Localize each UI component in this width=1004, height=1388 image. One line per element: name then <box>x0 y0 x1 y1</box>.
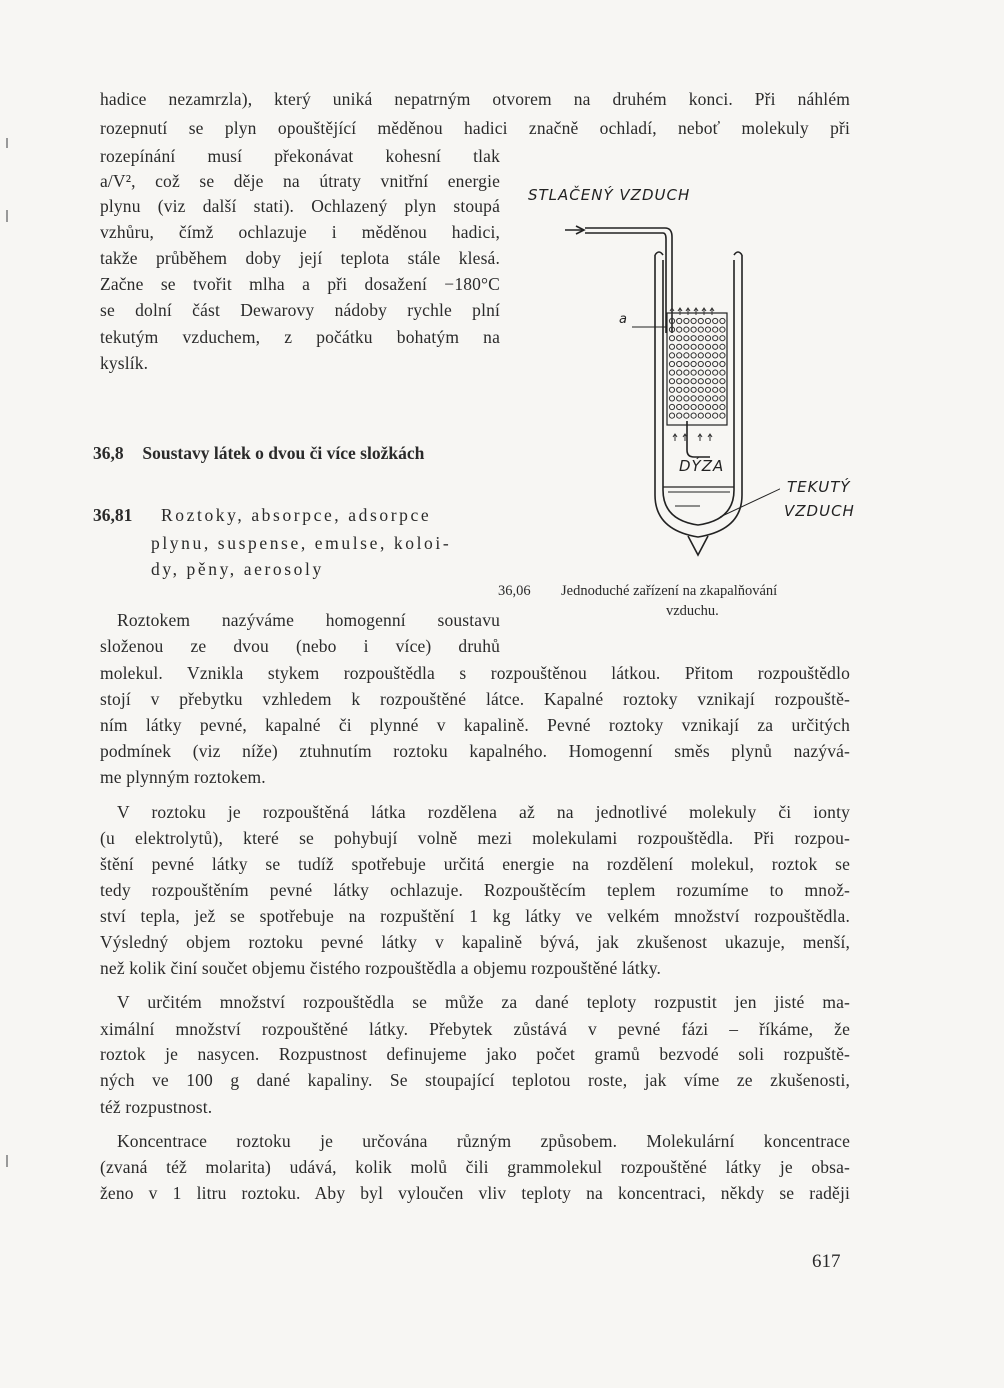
coil-winding <box>705 353 710 358</box>
coil-winding <box>713 379 718 384</box>
coil-winding <box>677 396 682 401</box>
coil-winding <box>720 344 725 349</box>
coil-winding <box>698 361 703 366</box>
coil-winding <box>698 370 703 375</box>
coil-windings <box>669 318 725 418</box>
coil-winding <box>691 413 696 418</box>
coil-winding <box>698 379 703 384</box>
figure-caption-line: Jednoduché zařízení na zkapalňování <box>561 583 778 599</box>
coil-winding <box>691 318 696 323</box>
coil-winding <box>669 344 674 349</box>
subsection-number: 36,81 <box>93 505 133 525</box>
text-line: rozepínání musí překonávat kohesní tlak <box>100 146 500 166</box>
text-line: molekul. Vznikla stykem rozpouštědla s rozpouštěnou látkou. Přitom rozpouštědlo <box>100 663 850 683</box>
coil-winding <box>677 353 682 358</box>
coil-winding <box>698 387 703 392</box>
coil-winding <box>669 387 674 392</box>
coil-winding <box>669 404 674 409</box>
coil-winding <box>684 336 689 341</box>
margin-mark <box>6 1155 8 1167</box>
coil-winding <box>713 318 718 323</box>
text-line: tedy rozpouštěním pevné látky ochlazuje. Rozpouštěcím teplem rozumíme to množ- <box>100 880 850 900</box>
coil-winding <box>669 336 674 341</box>
coil-winding <box>698 396 703 401</box>
coil-winding <box>705 327 710 332</box>
coil-winding <box>691 387 696 392</box>
text-line: a/V², což se děje na útraty vnitřní energie <box>100 171 500 191</box>
text-line: ství tepla, jež se spotřebuje na rozpuštění 1 kg látky ve velkém množství rozpouštědla. <box>100 906 850 926</box>
coil-winding <box>669 353 674 358</box>
coil-winding <box>691 344 696 349</box>
coil-winding <box>720 387 725 392</box>
coil-winding <box>720 327 725 332</box>
coil-winding <box>669 396 674 401</box>
coil-winding <box>691 396 696 401</box>
text-line: rozepnutí se plyn opouštějící měděnou hadici značně ochladí, neboť molekuly při <box>100 118 850 138</box>
coil-winding <box>713 387 718 392</box>
coil-winding <box>705 387 710 392</box>
figure-caption-line: vzduchu. <box>666 603 719 619</box>
text-line: ximální množství rozpouštěné látky. Přebytek zůstává v pevné fázi – říkáme, že <box>100 1019 850 1039</box>
page-number: 617 <box>812 1251 841 1272</box>
coil-winding <box>713 404 718 409</box>
coil-winding <box>669 361 674 366</box>
coil-winding <box>720 336 725 341</box>
coil-winding <box>705 361 710 366</box>
text-line: takže průběhem doby její teplota stále klesá. <box>100 248 500 268</box>
coil-winding <box>713 370 718 375</box>
coil-winding <box>684 413 689 418</box>
coil-winding <box>720 379 725 384</box>
liquefaction-apparatus-diagram <box>560 225 780 560</box>
section-title: Soustavy látek o dvou či více složkách <box>142 443 425 463</box>
coil-winding <box>684 404 689 409</box>
figure-label-compressed-air: STLAČENÝ VZDUCH <box>528 186 691 204</box>
coil-winding <box>677 318 682 323</box>
coil-winding <box>705 336 710 341</box>
text-line: složenou ze dvou (nebo i více) druhů <box>100 636 500 656</box>
text-line: Koncentrace roztoku je určována různým způsobem. Molekulární koncentrace <box>117 1131 850 1151</box>
section-heading <box>93 443 424 464</box>
text-line: ním látky pevné, kapalné či plynné v kapalině. Pevné roztoky vznikají za určitých <box>100 715 850 735</box>
coil-winding <box>698 404 703 409</box>
coil-winding <box>713 344 718 349</box>
text-line: roztok je nasycen. Rozpustnost definujeme jako počet gramů bezvodé soli rozpuště- <box>100 1044 850 1064</box>
coil-winding <box>713 396 718 401</box>
coil-winding <box>677 413 682 418</box>
coil-winding <box>677 387 682 392</box>
section-number: 36,8 <box>93 443 124 463</box>
text-line: Roztokem nazýváme homogenní soustavu <box>117 610 500 630</box>
text-line: (u elektrolytů), které se pohybují volně mezi molekulami rozpouštědla. Při rozpou- <box>100 828 850 848</box>
text-line: stojí v přebytku vzhledem k rozpouštěné látce. Kapalné roztoky vznikají rozpouště- <box>100 689 850 709</box>
coil-winding <box>705 413 710 418</box>
text-line: než kolik činí součet objemu čistého rozpouštědla a objemu rozpouštěné látky. <box>100 958 662 978</box>
coil-winding <box>691 361 696 366</box>
text-line: plynu (viz další stati). Ochlazený plyn stoupá <box>100 196 500 216</box>
coil-winding <box>677 370 682 375</box>
text-line: kyslík. <box>100 353 149 373</box>
coil-winding <box>669 370 674 375</box>
coil-winding <box>720 361 725 366</box>
coil-winding <box>698 344 703 349</box>
coil-winding <box>684 379 689 384</box>
figure-caption-number: 36,06 <box>498 583 531 599</box>
coil-winding <box>705 344 710 349</box>
coil-winding <box>677 336 682 341</box>
coil-winding <box>720 370 725 375</box>
coil-winding <box>684 344 689 349</box>
coil-winding <box>705 370 710 375</box>
text-line: štění pevné látky se tudíž spotřebuje určitá energie na rozdělení molekul, roztok se <box>100 854 850 874</box>
coil-winding <box>698 336 703 341</box>
coil-winding <box>713 327 718 332</box>
coil-winding <box>677 361 682 366</box>
coil-winding <box>691 379 696 384</box>
text-line: tekutým vzduchem, z počátku bohatým na <box>100 327 500 347</box>
inlet-pipe-inner <box>585 233 666 333</box>
coil-winding <box>684 327 689 332</box>
coil-winding <box>691 336 696 341</box>
coil-winding <box>720 396 725 401</box>
coil-winding <box>677 379 682 384</box>
coil-winding <box>705 396 710 401</box>
subsection-title-line: plynu, suspense, emulse, koloi- <box>151 533 452 553</box>
margin-mark <box>6 210 8 222</box>
text-line: V určitém množství rozpouštědla se může za dané teploty rozpustit jen jisté ma- <box>117 992 850 1012</box>
text-line: me plynným roztokem. <box>100 767 266 787</box>
coil-winding <box>705 318 710 323</box>
coil-winding <box>698 318 703 323</box>
coil-winding <box>720 353 725 358</box>
coil-winding <box>720 413 725 418</box>
coil-winding <box>720 318 725 323</box>
coil-winding <box>698 353 703 358</box>
coil-winding <box>677 404 682 409</box>
dewar-bottom-tip <box>688 536 708 555</box>
coil-winding <box>684 396 689 401</box>
coil-winding <box>677 327 682 332</box>
coil-winding <box>691 404 696 409</box>
coil-winding <box>720 404 725 409</box>
text-line: podmínek (viz níže) ztuhnutím roztoku kapalného. Homogenní směs plynů nazývá- <box>100 741 850 761</box>
coil-winding <box>669 379 674 384</box>
coil-winding <box>698 327 703 332</box>
coil-winding <box>705 404 710 409</box>
text-line: ženo v 1 litru roztoku. Aby byl vyloučen vliv teploty na koncentraci, někdy se raději <box>100 1183 850 1203</box>
coil-winding <box>691 370 696 375</box>
coil-winding <box>684 318 689 323</box>
coil-winding <box>677 344 682 349</box>
nozzle-pipe <box>687 421 710 457</box>
figure-label-liquid-air: VZDUCH <box>784 502 855 520</box>
text-line: též rozpustnost. <box>100 1097 213 1117</box>
coil-winding <box>669 413 674 418</box>
margin-mark <box>6 138 8 148</box>
coil-winding <box>713 413 718 418</box>
figure-label-a: a <box>619 312 628 327</box>
coil-winding <box>691 353 696 358</box>
text-line: vzhůru, čímž ochlazuje i měděnou hadici, <box>100 222 500 242</box>
figure-label-liquid-air: TEKUTÝ <box>787 478 851 496</box>
text-line: Začne se tvořit mlha a při dosažení −180°C <box>100 274 500 294</box>
figure-label-nozzle: DÝZA <box>679 457 725 475</box>
coil-winding <box>713 336 718 341</box>
coil-winding <box>705 379 710 384</box>
coil-winding <box>684 370 689 375</box>
text-line: (zvaná též molarita) udává, kolik molů čili grammolekul rozpouštěné látky je obsa- <box>100 1157 850 1177</box>
coil-winding <box>684 353 689 358</box>
subsection-title-line: Roztoky, absorpce, adsorpce <box>161 505 432 525</box>
text-line: se dolní část Dewarovy nádoby rychle plní <box>100 300 500 320</box>
text-line: Výsledný objem roztoku pevné látky v kapalině bývá, jak zkušenost ukazuje, menší, <box>100 932 850 952</box>
inlet-pipe-outer <box>585 228 672 333</box>
text-line: ných ve 100 g dané kapaliny. Se stoupající teplotou roste, jak víme ze zkušenosti, <box>100 1070 850 1090</box>
coil-winding <box>713 353 718 358</box>
coil-winding <box>691 327 696 332</box>
coil-winding <box>713 361 718 366</box>
coil-winding <box>684 361 689 366</box>
text-line: hadice nezamrzla), který uniká nepatrným otvorem na druhém konci. Při náhlém <box>100 89 850 109</box>
subsection-title-line: dy, pěny, aerosoly <box>151 559 324 579</box>
dewar-outer-wall <box>655 255 742 537</box>
coil-winding <box>684 387 689 392</box>
text-line: V roztoku je rozpouštěná látka rozdělena až na jednotlivé molekuly či ionty <box>117 802 850 822</box>
coil-winding <box>698 413 703 418</box>
